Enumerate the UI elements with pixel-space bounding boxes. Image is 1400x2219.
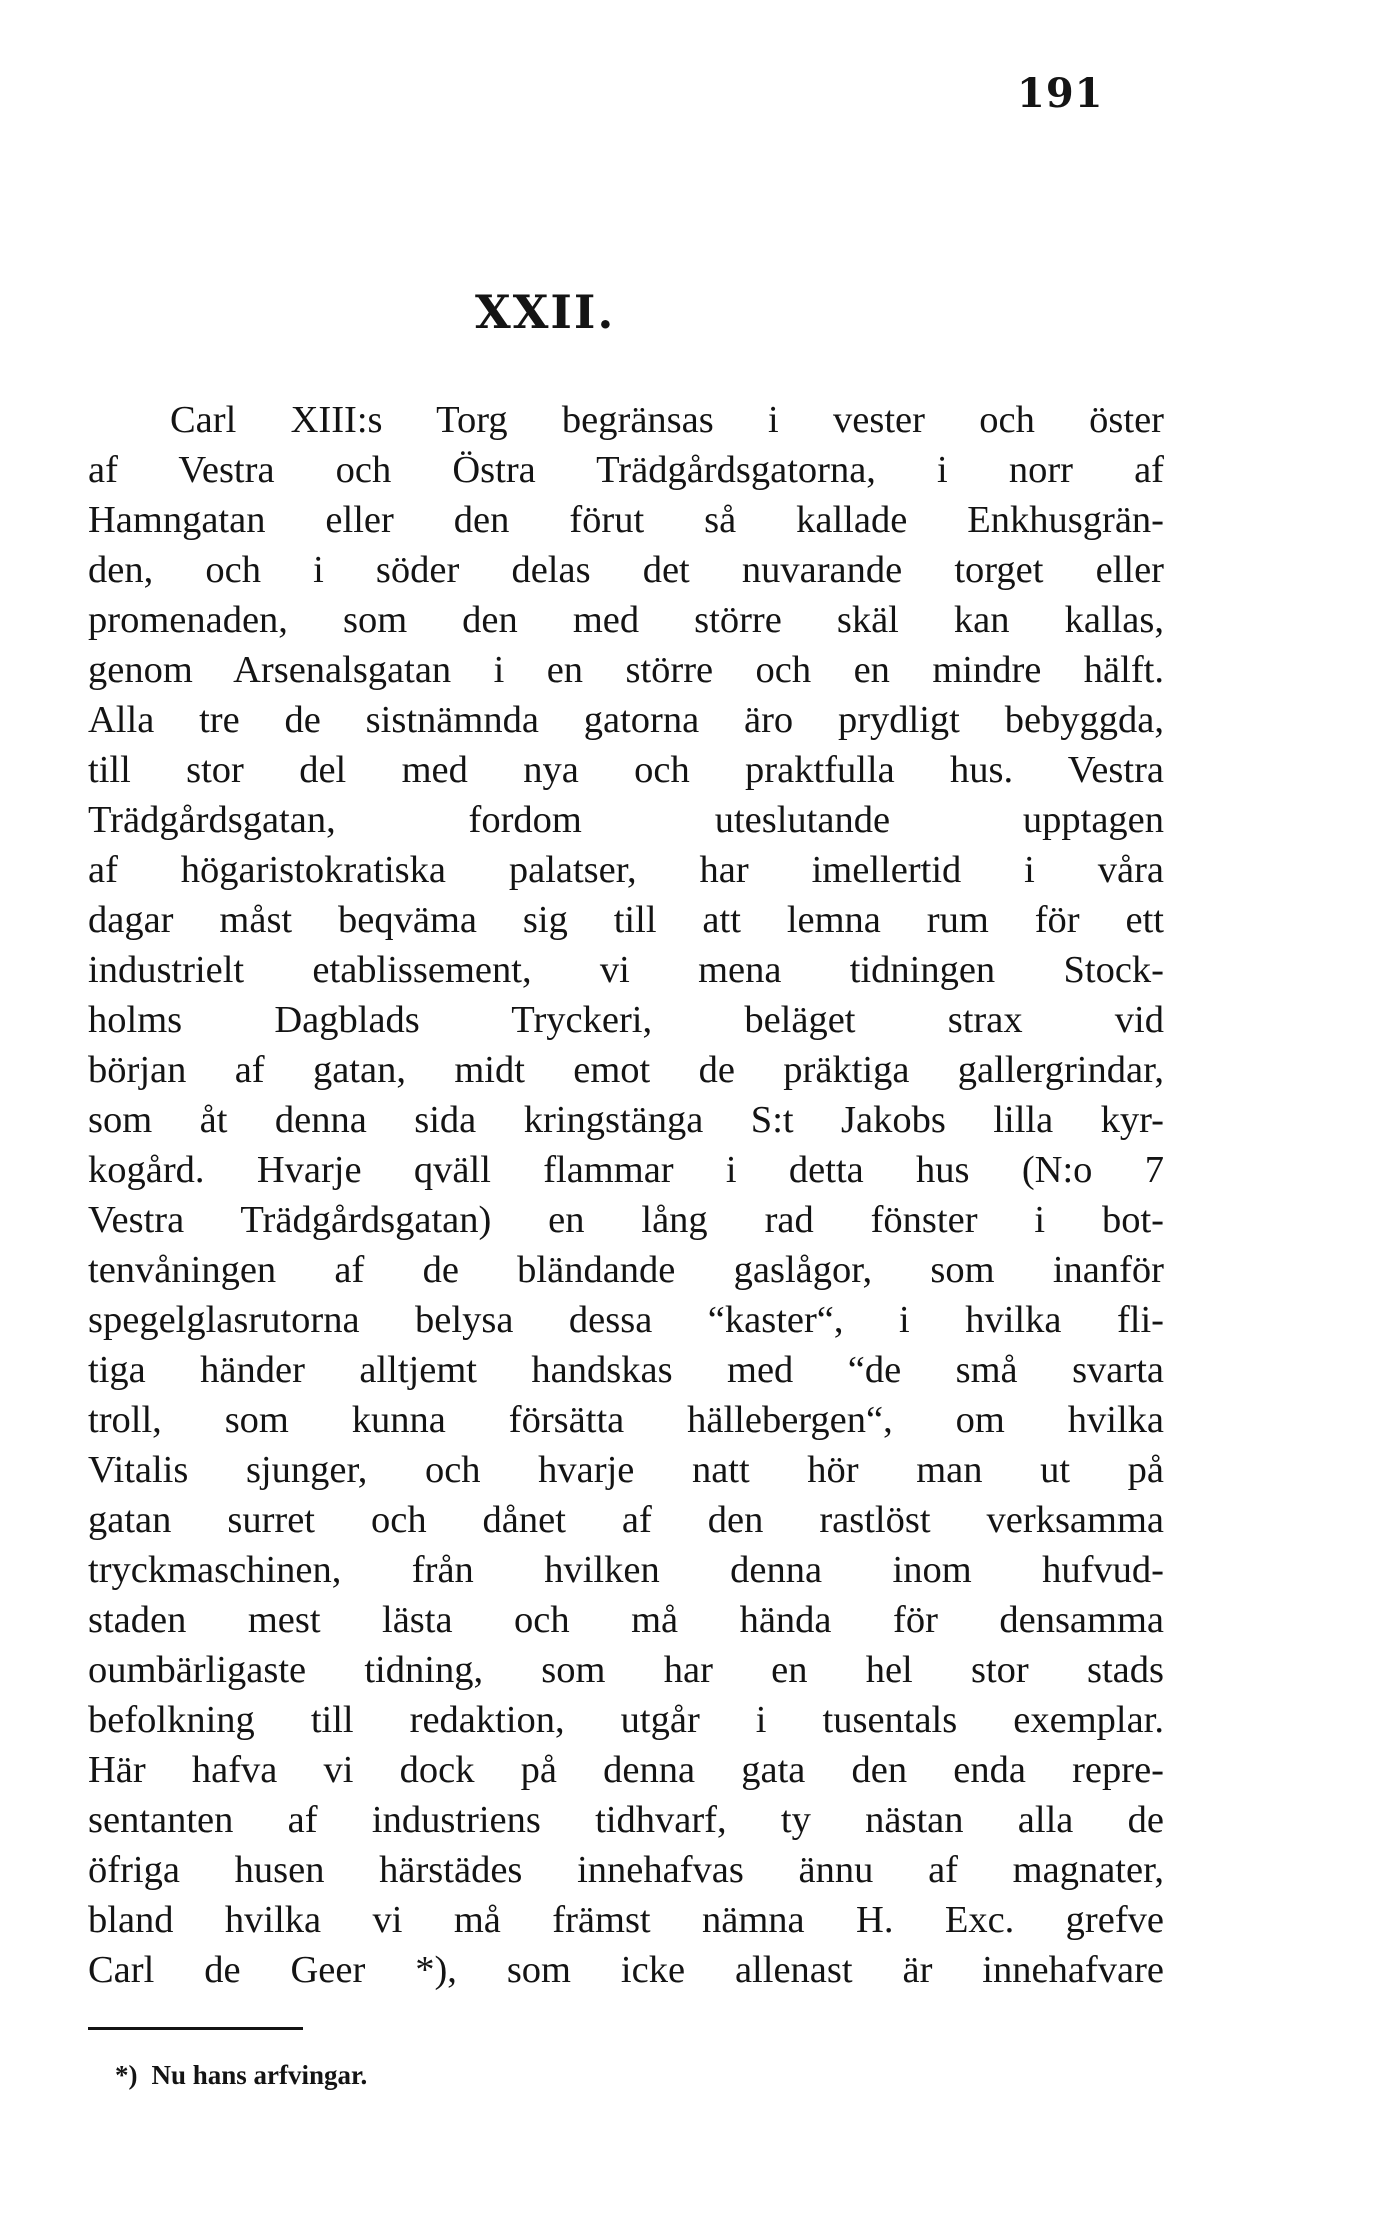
text-line: troll, som kunna försätta hällebergen“, om hvilka xyxy=(88,1399,1164,1441)
text-line: till stor del med nya och praktfulla hus. Vestra xyxy=(88,749,1164,791)
text-line: Hamngatan eller den förut så kallade Enkhusgrän- xyxy=(88,499,1164,541)
text-line: gatan surret och dånet af den rastlöst verksamma xyxy=(88,1499,1164,1541)
text-line: kogård. Hvarje qväll flammar i detta hus (N:o 7 xyxy=(88,1149,1164,1191)
text-line: början af gatan, midt emot de präktiga gallergrindar, xyxy=(88,1049,1164,1091)
chapter-heading: XXII. xyxy=(475,285,616,339)
text-line: den, och i söder delas det nuvarande torget eller xyxy=(88,549,1164,591)
text-line: öfriga husen härstädes innehafvas ännu af magnater, xyxy=(88,1849,1164,1891)
text-line: spegelglasrutorna belysa dessa “kaster“, i hvilka fli- xyxy=(88,1299,1164,1341)
text-line: tryckmaschinen, från hvilken denna inom hufvud- xyxy=(88,1549,1164,1591)
text-line: staden mest lästa och må hända för densamma xyxy=(88,1599,1164,1641)
text-line: bland hvilka vi må främst nämna H. Exc. grefve xyxy=(88,1899,1164,1941)
text-line: tiga händer alltjemt handskas med “de små svarta xyxy=(88,1349,1164,1391)
text-line: som åt denna sida kringstänga S:t Jakobs lilla kyr- xyxy=(88,1099,1164,1141)
footnote-marker: *) xyxy=(115,2060,138,2090)
footnote-divider xyxy=(88,2027,303,2030)
footnote xyxy=(115,2060,367,2091)
text-line: befolkning till redaktion, utgår i tusentals exemplar. xyxy=(88,1699,1164,1741)
text-line: Vitalis sjunger, och hvarje natt hör man ut på xyxy=(88,1449,1164,1491)
body-text xyxy=(88,395,1164,1995)
page-number: 191 xyxy=(1017,70,1104,117)
text-line: Här hafva vi dock på denna gata den enda repre- xyxy=(88,1749,1164,1791)
text-line: tenvåningen af de bländande gaslågor, som inanför xyxy=(88,1249,1164,1291)
text-line: genom Arsenalsgatan i en större och en mindre hälft. xyxy=(88,649,1164,691)
text-line: af Vestra och Östra Trädgårdsgatorna, i norr af xyxy=(88,449,1164,491)
text-line: af högaristokratiska palatser, har imellertid i våra xyxy=(88,849,1164,891)
text-line: oumbärligaste tidning, som har en hel stor stads xyxy=(88,1649,1164,1691)
text-line: industrielt etablissement, vi mena tidningen Stock- xyxy=(88,949,1164,991)
text-line: promenaden, som den med större skäl kan kallas, xyxy=(88,599,1164,641)
text-line: Carl de Geer *), som icke allenast är innehafvare xyxy=(88,1949,1164,1991)
text-line: dagar måst beqväma sig till att lemna rum för ett xyxy=(88,899,1164,941)
text-line: Carl XIII:s Torg begränsas i vester och öster xyxy=(170,399,1164,441)
text-line: holms Dagblads Tryckeri, beläget strax vid xyxy=(88,999,1164,1041)
footnote-text: Nu hans arfvingar. xyxy=(151,2060,368,2090)
text-line: Vestra Trädgårdsgatan) en lång rad fönster i bot- xyxy=(88,1199,1164,1241)
text-line: Trädgårdsgatan, fordom uteslutande upptagen xyxy=(88,799,1164,841)
text-line: sentanten af industriens tidhvarf, ty nästan alla de xyxy=(88,1799,1164,1841)
text-line: Alla tre de sistnämnda gatorna äro prydligt bebyggda, xyxy=(88,699,1164,741)
